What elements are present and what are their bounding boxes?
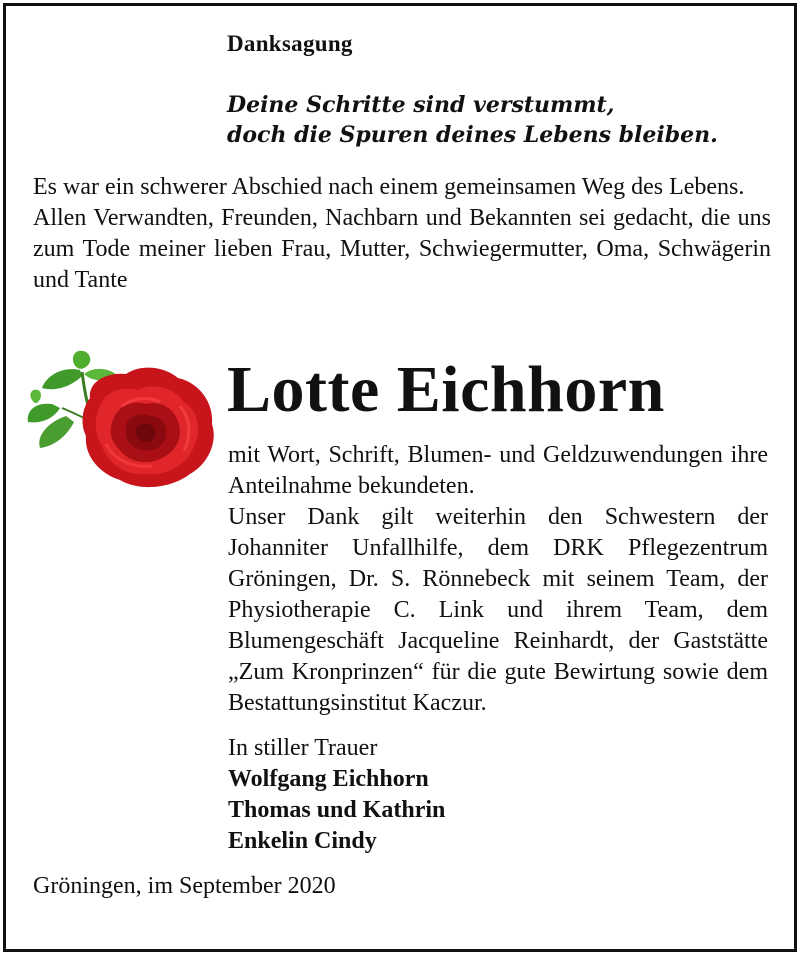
body-text [228,440,768,719]
deceased-name: Lotte Eichhorn [227,353,665,426]
intro-paragraph-1: Es war ein schwerer Abschied nach einem gemeinsamen Weg des Lebens. [33,174,745,200]
mourner-name: Wolfgang Eichhorn [228,766,429,792]
place-and-date: Gröningen, im September 2020 [33,873,336,899]
verse-line-2: doch die Spuren deines Lebens bleiben. [227,122,718,148]
mourner-name: Thomas und Kathrin [228,797,446,823]
heading-danksagung: Danksagung [227,31,353,56]
mourners-block [228,733,445,857]
intro-paragraph-2: Allen Verwandten, Freunden, Nachbarn und Bekannten sei gedacht, die uns zum Tode meiner lieben Frau, Mutter, Schwiegermutter, Oma, Schwägerin und Tante [33,205,771,293]
mourners-intro: In stiller Trauer [228,735,378,761]
red-rose-icon [22,346,222,496]
verse-line-1: Deine Schritte sind verstummt, [227,92,615,118]
verse [227,90,718,150]
intro-text [33,172,771,296]
body-paragraph-2: Unser Dank gilt weiterhin den Schwestern der Johanniter Unfallhilfe, dem DRK Pflegezentrum Gröningen, Dr. S. Rönnebeck mit seinem Team, der Physiotherapie C. Link und ihrem Team, dem Blumengeschäft Jacqueline Reinhardt, der Gaststätte „Zum Kronprinzen“ für die gute Bewirtung sowie dem Bestattungsinstitut Kaczur. [228,504,768,716]
mourner-name: Enkelin Cindy [228,828,377,854]
body-paragraph-1: mit Wort, Schrift, Blumen- und Geldzuwendungen ihre Anteilnahme bekundeten. [228,442,768,499]
